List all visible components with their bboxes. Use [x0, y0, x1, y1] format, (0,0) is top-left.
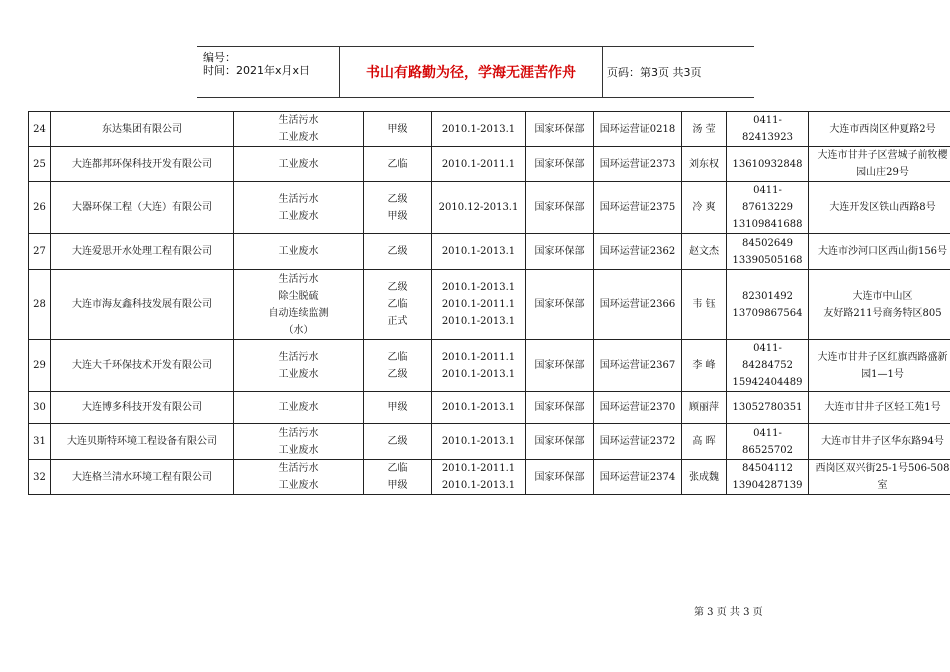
phone-number-cell [727, 182, 809, 234]
address-cell [809, 392, 950, 424]
service-scope-cell [234, 182, 364, 234]
table-row [29, 424, 950, 460]
certificate-number-cell: 国环运营证2373 [594, 147, 682, 182]
issuing-authority-cell: 国家环保部 [526, 270, 594, 340]
contact-person-cell: 李 峰 [682, 340, 727, 392]
issuing-authority-cell: 国家环保部 [526, 182, 594, 234]
address-cell [809, 234, 950, 270]
certificate-number-cell: 国环运营证2367 [594, 340, 682, 392]
contact-person-cell: 顾丽萍 [682, 392, 727, 424]
validity-period-cell [432, 424, 526, 460]
page-header [197, 46, 754, 98]
validity-period-cell [432, 460, 526, 495]
qualification-grade-line: 乙临 [387, 463, 408, 474]
qualification-grade-line: 乙级 [387, 193, 408, 205]
phone-number-line: 0411-82413923 [742, 115, 793, 143]
issuing-authority-cell: 国家环保部 [526, 392, 594, 424]
certificate-number-cell: 国环运营证2362 [594, 234, 682, 270]
address-cell [809, 182, 950, 234]
validity-period-cell [432, 392, 526, 424]
service-scope-line: 生活污水 [278, 115, 319, 126]
service-scope-line: 生活污水 [278, 193, 319, 205]
phone-number-line: 15942404489 [732, 377, 803, 388]
validity-period-line: 2010.1-2011.1 [441, 299, 516, 310]
service-scope-cell [234, 424, 364, 460]
address-line: 大连市中山区 [852, 290, 913, 302]
contact-person-cell: 韦 钰 [682, 270, 727, 340]
validity-period-cell [432, 270, 526, 340]
company-name-cell: 大连都邦环保科技开发有限公司 [51, 147, 234, 182]
phone-number-cell [727, 460, 809, 495]
qualification-grade-line: 乙临 [387, 351, 408, 363]
qualification-grade-cell [364, 460, 432, 495]
table-row [29, 340, 950, 392]
company-name-cell: 大连博多科技开发有限公司 [51, 392, 234, 424]
header-meta [197, 47, 339, 97]
address-cell [809, 147, 950, 182]
service-scope-line: 工业废水 [278, 210, 319, 222]
issuing-authority-cell: 国家环保部 [526, 340, 594, 392]
phone-number-line: 13390505168 [732, 254, 803, 266]
phone-number-line: 84504112 [742, 463, 793, 474]
validity-period-line: 2010.1-2011.1 [441, 158, 516, 170]
table-row [29, 112, 950, 147]
header-motto: 书山有路勤为径，学海无涯苦作舟 [339, 47, 603, 97]
service-scope-cell [234, 147, 364, 182]
service-scope-cell [234, 270, 364, 340]
service-scope-line: 自动连续监测 [268, 307, 329, 319]
qualification-grade-cell [364, 147, 432, 182]
company-name-cell: 大器环保工程（大连）有限公司 [51, 182, 234, 234]
validity-period-cell [432, 234, 526, 270]
page-footer: 第 3 页 共 3 页 [694, 607, 763, 618]
service-scope-line: 生活污水 [278, 273, 319, 285]
service-scope-line: 工业废水 [278, 158, 319, 170]
qualification-grade-line: 正式 [387, 316, 408, 327]
validity-period-cell [432, 340, 526, 392]
qualification-grade-line: 乙级 [387, 436, 408, 447]
document-time-label: 时间：2021年x月x日 [203, 64, 311, 77]
address-line: 西岗区双兴街25-1号506-508 [815, 463, 950, 474]
service-scope-cell [234, 234, 364, 270]
address-line: 园1—1号 [861, 368, 904, 380]
address-line: 大连市甘井子区红旗西路盛新 [817, 351, 948, 363]
validity-period-cell [432, 112, 526, 147]
contact-person-cell: 刘东权 [682, 147, 727, 182]
row-number-cell: 28 [29, 270, 51, 340]
certificate-number-cell: 国环运营证2366 [594, 270, 682, 340]
phone-number-cell [727, 270, 809, 340]
validity-period-line: 2010.1-2013.1 [441, 402, 516, 413]
validity-period-line: 2010.1-2013.1 [441, 282, 516, 293]
service-scope-line: 生活污水 [278, 351, 319, 363]
address-cell [809, 460, 950, 495]
row-number-cell: 30 [29, 392, 51, 424]
qualification-grade-cell [364, 234, 432, 270]
qualification-grade-cell [364, 340, 432, 392]
address-cell [809, 112, 950, 147]
header-page-label: 页码：第3页 共3页 [607, 66, 702, 79]
qualification-grade-cell [364, 270, 432, 340]
service-scope-line: 工业废水 [278, 402, 319, 413]
table-row [29, 147, 950, 182]
issuing-authority-cell: 国家环保部 [526, 424, 594, 460]
qualification-grade-line: 乙临 [387, 299, 408, 310]
certificate-number-cell: 国环运营证2374 [594, 460, 682, 495]
phone-number-line: 13709867564 [732, 307, 803, 319]
table-row [29, 182, 950, 234]
certificate-number-cell: 国环运营证2370 [594, 392, 682, 424]
certificate-number-cell: 国环运营证2375 [594, 182, 682, 234]
row-number-cell: 26 [29, 182, 51, 234]
document-number-label: 编号： [203, 51, 236, 64]
validity-period-line: 2010.1-2013.1 [441, 316, 516, 327]
company-table [28, 111, 950, 495]
certificate-number-cell: 国环运营证0218 [594, 112, 682, 147]
service-scope-line: 工业废水 [278, 132, 319, 143]
table-row [29, 392, 950, 424]
row-number-cell: 31 [29, 424, 51, 460]
phone-number-cell [727, 147, 809, 182]
validity-period-line: 2010.1-2013.1 [441, 368, 516, 380]
address-line: 大连市甘井子区华东路94号 [821, 436, 944, 447]
service-scope-line: 工业废水 [278, 246, 319, 257]
qualification-grade-cell [364, 424, 432, 460]
qualification-grade-line: 甲级 [387, 210, 408, 222]
certificate-number-cell: 国环运营证2372 [594, 424, 682, 460]
service-scope-cell [234, 392, 364, 424]
qualification-grade-line: 乙临 [387, 158, 408, 170]
address-line: 大连市甘井子区营城子前牧樱 [817, 150, 948, 161]
issuing-authority-cell: 国家环保部 [526, 460, 594, 495]
validity-period-line: 2010.1-2011.1 [441, 463, 516, 474]
address-line: 大连市甘井子区轻工苑1号 [824, 402, 941, 413]
company-name-cell: 大连大千环保技术开发有限公司 [51, 340, 234, 392]
contact-person-cell: 赵文杰 [682, 234, 727, 270]
address-line: 大连开发区铁山西路8号 [829, 202, 936, 213]
validity-period-line: 2010.1-2013.1 [441, 123, 516, 135]
phone-number-line: 0411-87613229 [742, 185, 793, 213]
qualification-grade-line: 甲级 [387, 480, 408, 491]
qualification-grade-line: 乙级 [387, 246, 408, 257]
qualification-grade-line: 甲级 [387, 402, 408, 413]
phone-number-line: 0411-86525702 [742, 427, 793, 456]
phone-number-line: 13610932848 [732, 158, 803, 170]
phone-number-line: 13904287139 [732, 480, 803, 491]
phone-number-line: 0411-84284752 [742, 343, 793, 371]
address-line: 园山庄29号 [856, 167, 909, 178]
validity-period-cell [432, 182, 526, 234]
company-name-cell: 东达集团有限公司 [51, 112, 234, 147]
company-name-cell: 大连格兰清水环境工程有限公司 [51, 460, 234, 495]
validity-period-line: 2010.1-2011.1 [441, 351, 516, 363]
row-number-cell: 29 [29, 340, 51, 392]
contact-person-cell: 高 晖 [682, 424, 727, 460]
qualification-grade-cell [364, 112, 432, 147]
service-scope-cell [234, 340, 364, 392]
company-name-cell: 大连贝斯特环境工程设备有限公司 [51, 424, 234, 460]
qualification-grade-cell [364, 392, 432, 424]
table-row [29, 270, 950, 340]
address-cell [809, 340, 950, 392]
validity-period-line: 2010.1-2013.1 [441, 480, 516, 491]
address-cell [809, 270, 950, 340]
issuing-authority-cell: 国家环保部 [526, 112, 594, 147]
phone-number-cell [727, 424, 809, 460]
phone-number-cell [727, 392, 809, 424]
row-number-cell: 25 [29, 147, 51, 182]
qualification-grade-cell [364, 182, 432, 234]
table-row [29, 460, 950, 495]
service-scope-line: 生活污水 [278, 427, 319, 439]
row-number-cell: 27 [29, 234, 51, 270]
address-line: 室 [877, 480, 888, 491]
qualification-grade-line: 乙级 [387, 282, 408, 293]
table-body [29, 112, 950, 495]
phone-number-line: 84502649 [742, 237, 793, 249]
service-scope-line: （水） [283, 324, 314, 336]
issuing-authority-cell: 国家环保部 [526, 234, 594, 270]
address-line: 友好路211号商务特区805 [823, 307, 942, 319]
service-scope-cell [234, 460, 364, 495]
contact-person-cell: 张成魏 [682, 460, 727, 495]
qualification-grade-line: 甲级 [387, 123, 408, 135]
validity-period-cell [432, 147, 526, 182]
company-name-cell: 大连市海友鑫科技发展有限公司 [51, 270, 234, 340]
phone-number-cell [727, 234, 809, 270]
phone-number-cell [727, 112, 809, 147]
company-name-cell: 大连爱思开水处理工程有限公司 [51, 234, 234, 270]
service-scope-line: 工业废水 [278, 480, 319, 491]
phone-number-cell [727, 340, 809, 392]
service-scope-line: 工业废水 [278, 368, 319, 380]
row-number-cell: 24 [29, 112, 51, 147]
service-scope-line: 生活污水 [278, 463, 319, 474]
service-scope-line: 工业废水 [278, 444, 319, 456]
address-line: 大连市沙河口区西山街156号 [817, 246, 948, 257]
qualification-grade-line: 乙级 [387, 368, 408, 380]
contact-person-cell: 冷 爽 [682, 182, 727, 234]
address-cell [809, 424, 950, 460]
validity-period-line: 2010.1-2013.1 [441, 246, 516, 257]
validity-period-line: 2010.12-2013.1 [438, 202, 519, 213]
address-line: 大连市西岗区仲夏路2号 [829, 123, 936, 135]
issuing-authority-cell: 国家环保部 [526, 147, 594, 182]
phone-number-line: 13109841688 [732, 219, 803, 230]
service-scope-cell [234, 112, 364, 147]
service-scope-line: 除尘脱硫 [278, 290, 319, 302]
contact-person-cell: 汤 莹 [682, 112, 727, 147]
phone-number-line: 82301492 [742, 290, 793, 302]
validity-period-line: 2010.1-2013.1 [441, 436, 516, 447]
row-number-cell: 32 [29, 460, 51, 495]
phone-number-line: 13052780351 [732, 402, 803, 413]
table-row [29, 234, 950, 270]
